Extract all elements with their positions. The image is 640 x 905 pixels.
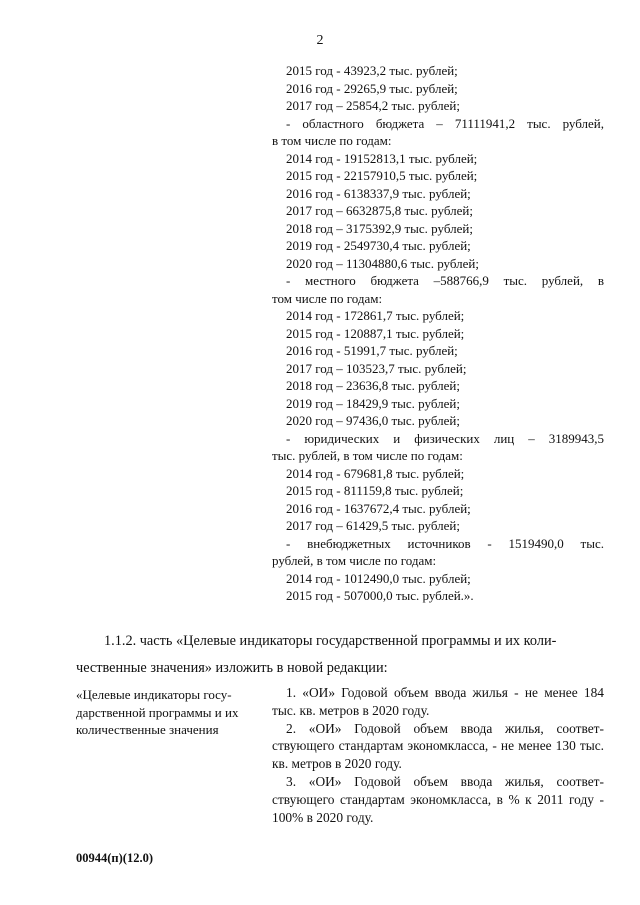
funding-line: - местного бюджета –588766,9 тыс. рублей, в [286, 273, 604, 288]
funding-line: в том числе по годам: [272, 133, 392, 148]
funding-line: 2020 год – 97436,0 тыс. рублей; [286, 413, 460, 428]
funding-line: 2018 год – 23636,8 тыс. рублей; [286, 378, 460, 393]
indicators-label-line: дарственной программы и их [76, 704, 239, 720]
funding-line: 2017 год – 61429,5 тыс. рублей; [286, 518, 460, 533]
funding-line: 2020 год – 11304880,6 тыс. рублей; [286, 255, 479, 271]
funding-line: 2015 год - 120887,1 тыс. рублей; [286, 325, 465, 341]
funding-line: 2014 год - 172861,7 тыс. рублей; [286, 308, 465, 323]
funding-line: 2017 год – 103523,7 тыс. рублей; [286, 360, 467, 376]
indicator-item: 3. «ОИ» Годовой объем ввода жилья, соответ-ствующего стандартам экономкласса, в % к 2011 году - 100% в 2020 году. [272, 773, 604, 825]
funding-line: - областного бюджета – 71111941,2 тыс. рублей, [286, 115, 604, 131]
funding-line: 2014 год - 19152813,1 тыс. рублей; [286, 150, 478, 166]
page-number: 2 [316, 33, 324, 48]
funding-line: 2016 год - 1637672,4 тыс. рублей; [286, 500, 471, 516]
funding-line: 2016 год - 51991,7 тыс. рублей; [286, 343, 458, 358]
document-code: 00944(п)(12.0) [76, 851, 153, 865]
amendment-line-2: чественные значения» изложить в новой редакции: [76, 660, 388, 676]
indicators-label-line: «Целевые индикаторы госу- [76, 687, 232, 702]
indicators-label [76, 686, 268, 739]
funding-line: 2019 год – 18429,9 тыс. рублей; [286, 395, 460, 411]
funding-line: тыс. рублей, в том числе по годам: [272, 448, 463, 463]
funding-line: - внебюджетных источников - 1519490,0 тыс. [286, 535, 604, 551]
funding-line: - юридических и физических лиц – 3189943,5 [286, 430, 604, 446]
funding-line: том числе по годам: [272, 290, 383, 306]
indicators-label-line: количественные значения [76, 722, 219, 737]
funding-line: 2018 год – 3175392,9 тыс. рублей; [286, 220, 473, 236]
funding-line: 2019 год - 2549730,4 тыс. рублей; [286, 238, 471, 253]
funding-line: 2015 год - 507000,0 тыс. рублей.». [286, 588, 474, 603]
indicators-list [272, 684, 604, 826]
funding-line: 2016 год - 6138337,9 тыс. рублей; [286, 185, 471, 201]
funding-line: 2015 год - 811159,8 тыс. рублей; [286, 483, 464, 498]
funding-line: 2015 год - 43923,2 тыс. рублей; [286, 63, 458, 78]
funding-line: 2015 год - 22157910,5 тыс. рублей; [286, 168, 478, 183]
funding-line: 2016 год - 29265,9 тыс. рублей; [286, 80, 458, 96]
funding-line: 2014 год - 1012490,0 тыс. рублей; [286, 570, 471, 586]
funding-line: 2017 год – 6632875,8 тыс. рублей; [286, 203, 473, 218]
funding-line: 2014 год - 679681,8 тыс. рублей; [286, 465, 465, 481]
indicator-item: 2. «ОИ» Годовой объем ввода жилья, соответ-ствующего стандартам экономкласса, - не менее 130 тыс. кв. метров в 2020 году. [272, 720, 604, 772]
indicator-item: 1. «ОИ» Годовой объем ввода жилья - не менее 184 тыс. кв. метров в 2020 году. [272, 685, 604, 718]
funding-line: рублей, в том числе по годам: [272, 553, 437, 568]
funding-breakdown [272, 62, 604, 605]
amendment-line-1: 1.1.2. часть «Целевые индикаторы государственной программы и их коли- [104, 633, 557, 649]
funding-line: 2017 год – 25854,2 тыс. рублей; [286, 98, 460, 113]
